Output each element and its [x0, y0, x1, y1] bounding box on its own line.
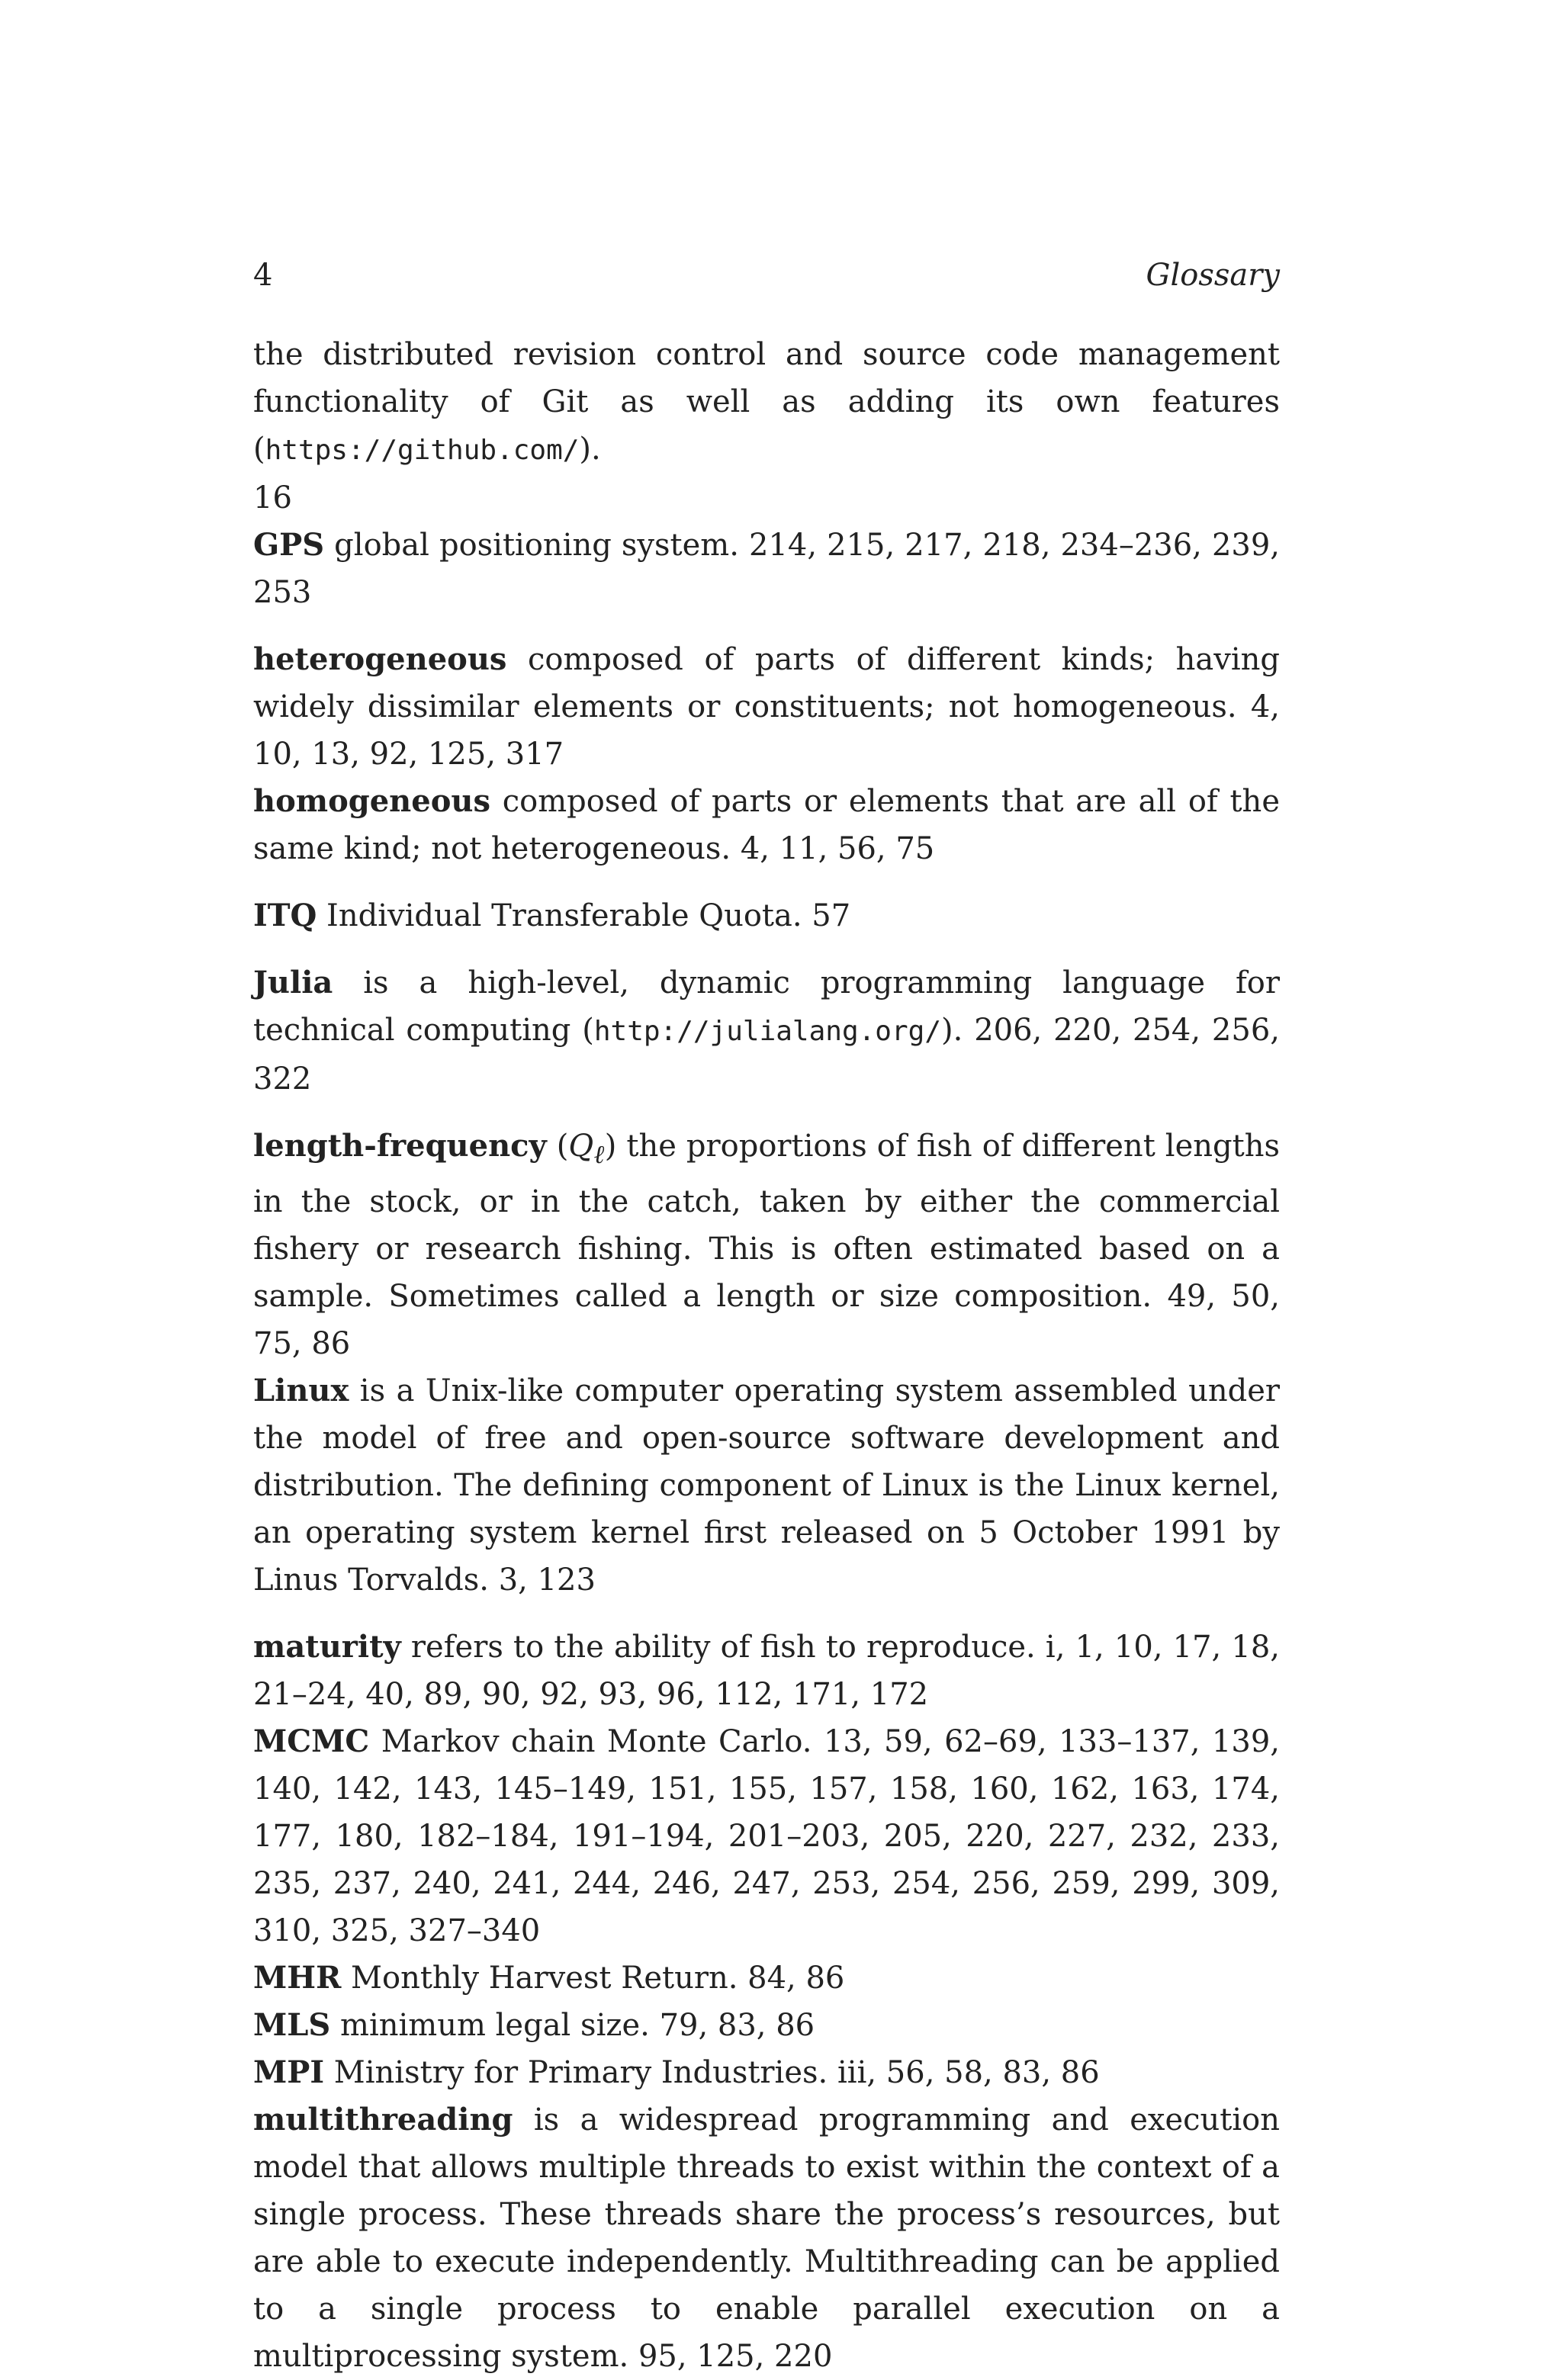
running-title: Glossary	[1146, 258, 1280, 293]
entry-term: MHR	[253, 1960, 342, 1996]
page-references: 95, 125, 220	[638, 2339, 833, 2374]
entry-term: length-frequency	[253, 1128, 547, 1164]
entry-term: multithreading	[253, 2102, 513, 2138]
entry-term: ITQ	[253, 898, 317, 933]
github-url-link[interactable]: https://github.com/	[265, 435, 580, 466]
glossary-entry-mcmc	[253, 1718, 1280, 1954]
entry-term: MPI	[253, 2054, 325, 2090]
entry-definition: the distributed revision control and source code management functionality of Git as well as adding its own features (	[253, 337, 1280, 467]
entry-term: heterogeneous	[253, 641, 507, 677]
glossary-entry-mls	[253, 2002, 1280, 2049]
entry-definition: global positioning system.	[324, 528, 739, 563]
page-references: 16	[253, 480, 292, 516]
page-references: 49, 50, 75, 86	[253, 1279, 1281, 1361]
entry-definition: Monthly Harvest Return.	[341, 1961, 738, 1996]
entry-definition: Ministry for Primary Industries.	[324, 2055, 828, 2090]
glossary-entry-github-continued: the distributed revision control and source code management functionality of Git as well as adding its own features (https://github.com/). 16	[253, 337, 1280, 516]
glossary-entry-mpi	[253, 2049, 1280, 2096]
glossary-entry-itq	[253, 892, 1280, 939]
glossary-entry-multithreading	[253, 2096, 1280, 2380]
glossary-entry-mhr	[253, 1954, 1280, 2002]
entry-term: MLS	[253, 2007, 331, 2043]
page-references: 57	[812, 898, 851, 933]
page-references: 214, 215, 217, 218, 234–236, 239, 253	[253, 528, 1281, 610]
entry-definition: minimum legal size.	[330, 2008, 650, 2043]
page-references: 3, 123	[498, 1563, 596, 1598]
glossary-page	[253, 252, 1280, 2380]
entry-term: maturity	[253, 1629, 401, 1665]
glossary-entry-gps	[253, 522, 1280, 616]
page-references: 13, 59, 62–69, 133–137, 139, 140, 142, 143, 145–149, 151, 155, 157, 158, 160, 162, 163, 174, 177, 180, 182–184, 191–194, 201–203, 205, 220, 227, 232, 233, 235, 237, 240, 241, 244, 246, 247, 253, 254, 256, 259, 299, 309, 310, 325, 327–340	[253, 1724, 1280, 1948]
entry-term: Julia	[253, 965, 333, 1000]
julia-url-link[interactable]: http://julialang.org/	[593, 1016, 941, 1047]
entry-definition: is a widespread programming and execution model that allows multiple threads to exist within the context of a single process. These threads share the process’s resources, but are able to execute independently. Multithreading can be applied to a single process to enable parallel execution on a multiprocessing system.	[253, 2102, 1280, 2374]
page-references: 206, 220, 254, 256, 322	[253, 1013, 1280, 1097]
entry-definition: composed of parts of different kinds; having widely dissimilar elements or constituents; not homogeneous.	[253, 642, 1280, 724]
glossary-entry-length-frequency: length-frequency $(Q_\ell)$ the proportions of fish of different lengths in the stock, or in the catch, taken by either the commercial fishery or research fishing. This is often estimated based on a sample. Sometimes called a length or size composition. 49, 50, 75, 86	[253, 1128, 1281, 1361]
page-references: 4, 11, 56, 75	[740, 831, 935, 866]
page-references: 84, 86	[747, 1961, 845, 1996]
page-number: 4	[253, 258, 273, 293]
page-header	[253, 252, 1280, 299]
entry-term: GPS	[253, 527, 325, 563]
entry-definition: refers to the ability of fish to reproduce.	[400, 1630, 1036, 1665]
entry-term: Linux	[253, 1373, 349, 1408]
page-references: i, 1, 10, 17, 18, 21–24, 40, 89, 90, 92, 93, 96, 112, 171, 172	[253, 1630, 1280, 1712]
entry-definition: Individual Transferable Quota.	[317, 898, 802, 933]
math-symbol: Q	[568, 1129, 594, 1164]
page-references: 79, 83, 86	[659, 2008, 815, 2043]
math-subscript: ℓ	[593, 1139, 605, 1169]
glossary-entry-maturity	[253, 1624, 1280, 1718]
glossary-entry-heterogeneous	[253, 636, 1280, 778]
entry-definition: is a high-level, dynamic programming language for technical computing (	[253, 965, 1280, 1048]
glossary-entry-linux	[253, 1367, 1280, 1604]
entry-definition: composed of parts or elements that are all of the same kind; not heterogeneous.	[253, 784, 1280, 866]
entry-term: MCMC	[253, 1723, 370, 1759]
glossary-entry-homogeneous	[253, 778, 1280, 872]
entry-definition: the proportions of fish of different lengths in the stock, or in the catch, taken by either the commercial fishery or research fishing. This is often estimated based on a sample. Sometimes called a length or size composition.	[253, 1129, 1280, 1314]
page-references: 4, 10, 13, 92, 125, 317	[253, 689, 1280, 772]
glossary-entry-julia: Julia is a high-level, dynamic programming language for technical computing (http://julialang.org/). 206, 220, 254, 256, 322	[253, 965, 1280, 1097]
entry-definition: is a Unix-like computer operating system assembled under the model of free and open-source software development and distribution. The defining component of Linux is the Linux kernel, an operating system kernel first released on 5 October 1991 by Linus Torvalds.	[253, 1373, 1280, 1598]
entry-definition: Markov chain Monte Carlo.	[369, 1724, 812, 1759]
page-references: iii, 56, 58, 83, 86	[837, 2055, 1100, 2090]
entry-term: homogeneous	[253, 783, 490, 819]
